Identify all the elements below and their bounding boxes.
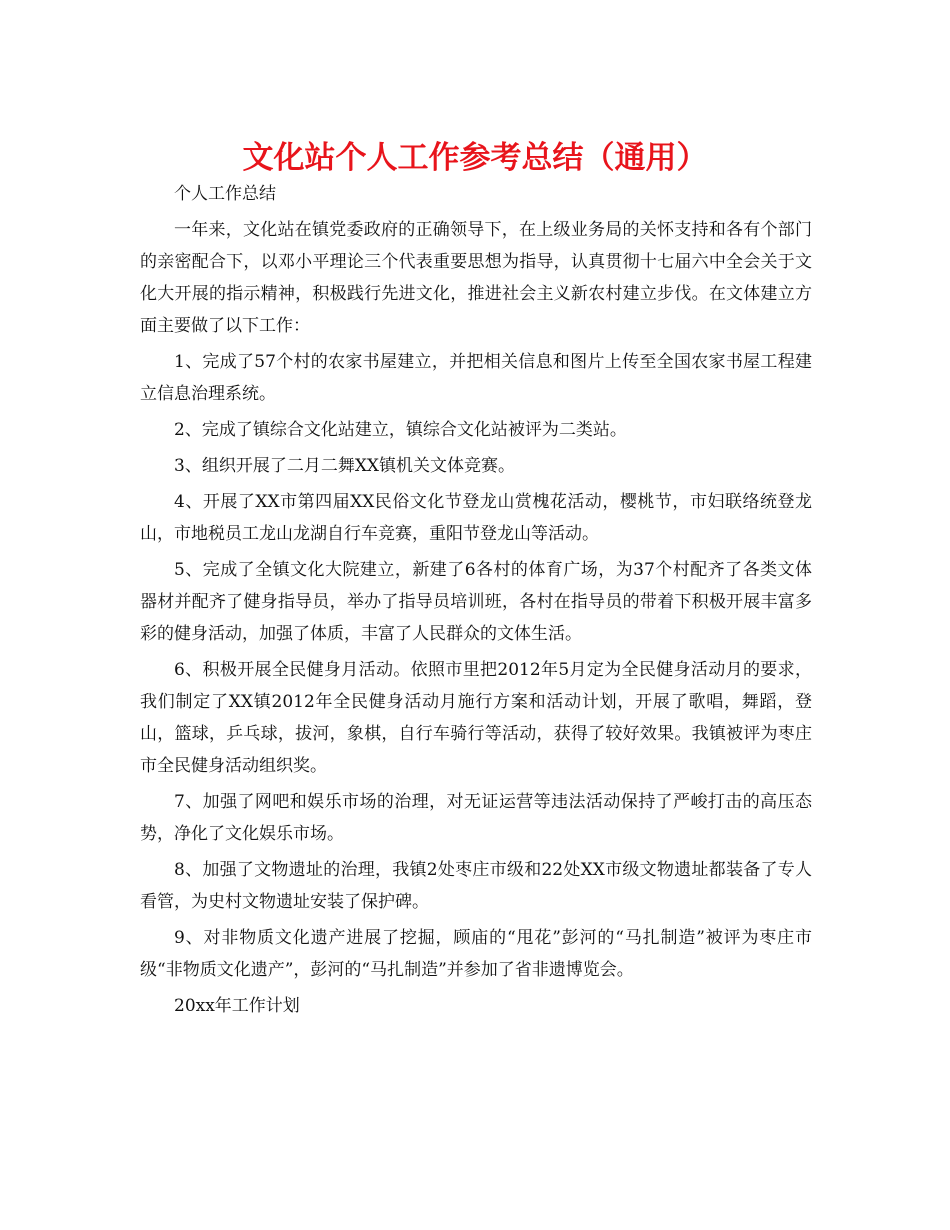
paragraph-item-8: 8、加强了文物遗址的治理，我镇2处枣庄市级和22处XX市级文物遗址都装备了专人看管，为史村文物遗址安装了保护碑。 xyxy=(140,860,812,912)
section-heading-summary: 个人工作总结 xyxy=(174,184,276,204)
paragraph-item-6: 6、积极开展全民健身月活动。依照市里把2012年5月定为全民健身活动月的要求，我们制定了XX镇2012年全民健身活动月施行方案和活动计划，开展了歌唱，舞蹈，登山，篮球，乒乓球，拔河，象棋，自行车骑行等活动，获得了较好效果。我镇被评为枣庄市全民健身活动组织奖。 xyxy=(140,660,812,776)
paragraph-item-4: 4、开展了XX市第四届XX民俗文化节登龙山赏槐花活动，樱桃节，市妇联络统登龙山，市地税员工龙山龙湖自行车竞赛，重阳节登龙山等活动。 xyxy=(140,492,812,544)
paragraph-item-9: 9、对非物质文化遗产进展了挖掘，顾庙的“甩花”彭河的“马扎制造”被评为枣庄市级“非物质文化遗产”，彭河的“马扎制造”并参加了省非遗博览会。 xyxy=(140,928,812,980)
paragraph-intro: 一年来，文化站在镇党委政府的正确领导下，在上级业务局的关怀支持和各有个部门的亲密配合下，以邓小平理论三个代表重要思想为指导，认真贯彻十七届六中全会关于文化大开展的指示精神，积极践行先进文化，推进社会主义新农村建立步伐。在文体建立方面主要做了以下工作： xyxy=(140,220,812,336)
document-body xyxy=(140,178,812,1026)
paragraph-item-3: 3、组织开展了二月二舞XX镇机关文体竞赛。 xyxy=(174,456,516,476)
paragraph-item-2: 2、完成了镇综合文化站建立，镇综合文化站被评为二类站。 xyxy=(174,420,627,440)
document-title: 文化站个人工作参考总结（通用） xyxy=(242,140,708,176)
paragraph-item-7: 7、加强了网吧和娱乐市场的治理，对无证运营等违法活动保持了严峻打击的高压态势，净化了文化娱乐市场。 xyxy=(140,792,812,844)
paragraph-item-5: 5、完成了全镇文化大院建立，新建了6各村的体育广场，为37个村配齐了各类文体器材并配齐了健身指导员，举办了指导员培训班，各村在指导员的带着下积极开展丰富多彩的健身活动，加强了体质，丰富了人民群众的文体生活。 xyxy=(140,560,812,644)
section-heading-plan: 20xx年工作计划 xyxy=(174,996,300,1016)
paragraph-item-1: 1、完成了57个村的农家书屋建立，并把相关信息和图片上传至全国农家书屋工程建立信息治理系统。 xyxy=(140,352,812,404)
